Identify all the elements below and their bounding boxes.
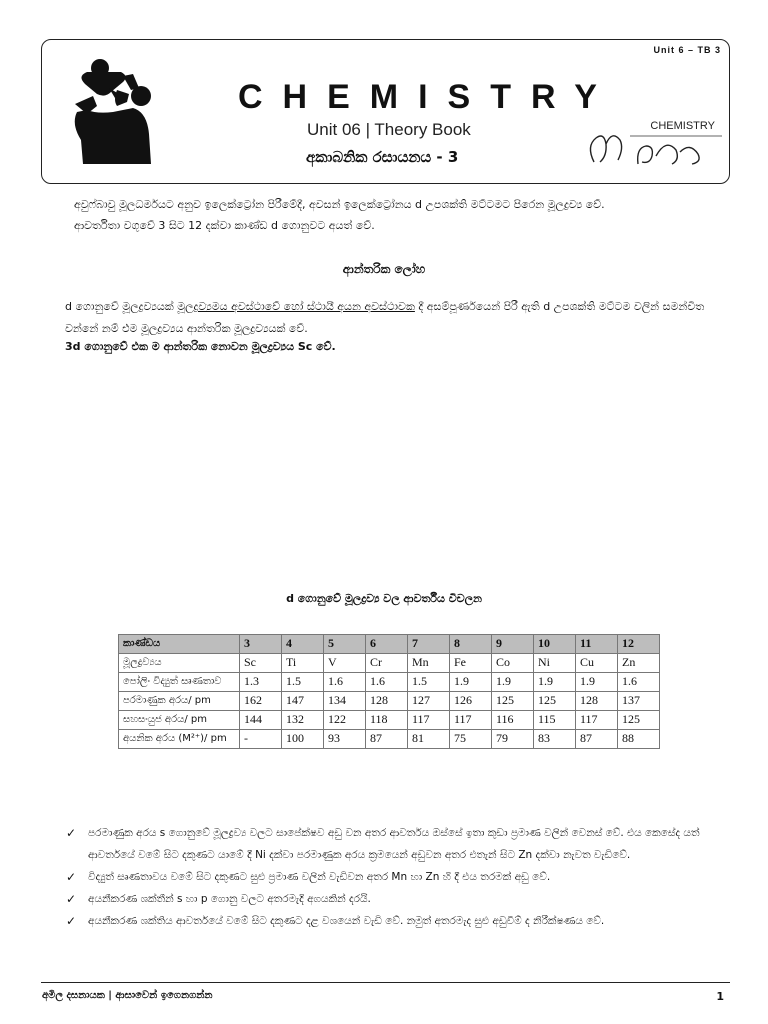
table-cell: 5: [324, 635, 366, 654]
table-cell: 1.3: [240, 673, 282, 692]
table-cell: 81: [408, 730, 450, 749]
table-cell: 115: [534, 711, 576, 730]
table-cell: Fe: [450, 654, 492, 673]
table-cell: Ni: [534, 654, 576, 673]
table-cell: 93: [324, 730, 366, 749]
table-cell: 7: [408, 635, 450, 654]
table-cell: 117: [576, 711, 618, 730]
table-cell: 75: [450, 730, 492, 749]
checkmark-icon: ✓: [66, 914, 77, 928]
table-cell: 134: [324, 692, 366, 711]
page-number: 1: [716, 990, 724, 1003]
bullet-text: විද්‍යුත් සෘණතාවය වමේ සිට දකුණට සුළු ප්‍රමාණ වලින් වැඩිවන අතර Mn හා Zn හි දී එය තරමක් අඩු වේ.: [88, 871, 551, 883]
table-cell: 1.5: [282, 673, 324, 692]
table-cell: 87: [366, 730, 408, 749]
table-heading: d ගොනුවේ මූලද්‍රව්‍ය වල ආවර්තීය විචලන: [286, 592, 482, 605]
table-cell: Co: [492, 654, 534, 673]
unit-tag: Unit 6 – TB 3: [653, 45, 721, 55]
table-cell: 4: [282, 635, 324, 654]
table-cell: 1.6: [618, 673, 660, 692]
row-label: පරමාණුක අරය/ pm: [119, 692, 240, 711]
footer-author: අමිල දසනායක | ආසාවෙන් ඉගෙනගන්න: [42, 990, 213, 1001]
table-cell: Cu: [576, 654, 618, 673]
parent-child-silhouette-icon: [57, 54, 157, 166]
table-row: [119, 654, 660, 673]
table-cell: 10: [534, 635, 576, 654]
document-title: CHEMISTRY: [238, 78, 617, 116]
periodic-variation-table: [118, 634, 660, 749]
table-cell: 1.9: [450, 673, 492, 692]
header-box: [41, 39, 730, 184]
table-cell: 116: [492, 711, 534, 730]
table-cell: 126: [450, 692, 492, 711]
table-cell: 1.9: [492, 673, 534, 692]
bullet-text: අයනීකරණ ශක්තීන් s හා p ගොනු වලට අතරමැදි අගයකින් දරයි.: [88, 893, 371, 905]
intro-line-1: අවුෆ්බාවු මූලධර්මයට අනුව ඉලෙක්ට්‍රෝන පිරීමේදී, අවසන් ඉලෙක්ට්‍රෝනය d උපශක්ති මට්ටමට පිරෙන මූලද්‍රව්‍ය වේ.: [74, 198, 605, 211]
list-item: [66, 888, 726, 910]
table-cell: 125: [618, 711, 660, 730]
table-cell: 117: [408, 711, 450, 730]
definition-paragraph: [65, 296, 725, 340]
table-cell: 12: [618, 635, 660, 654]
list-item: [66, 910, 726, 932]
table-cell: 127: [408, 692, 450, 711]
row-label: සහසංයුජ අරය/ pm: [119, 711, 240, 730]
table-row: [119, 711, 660, 730]
table-cell: 125: [492, 692, 534, 711]
table-cell: 122: [324, 711, 366, 730]
checkmark-icon: ✓: [66, 892, 77, 906]
table-cell: 1.9: [534, 673, 576, 692]
bullet-text: පරමාණුක අරය s ගොනුවේ මූලද්‍රව්‍ය වලට සාපේක්ෂව අඩු වන අතර ආවර්තය ඔස්සේ ඉතා කුඩා ප්‍රමාණ වලින් වෙනස් වේ. එය කෙසේද යත් ආවර්තයේ වමේ සිට දකුණට යාමේ දී Ni දක්වා පරමාණුක අරය ක්‍රමයෙන් අඩුවන අතර එතැන් සිට Zn දක්වා නැවත වැඩිවේ.: [88, 827, 700, 861]
table-cell: 132: [282, 711, 324, 730]
table-cell: 125: [534, 692, 576, 711]
observations-list: [66, 822, 726, 932]
row-label: අයනික අරය (M²⁺)/ pm: [119, 730, 240, 749]
sc-statement: 3d ගොනුවේ එක ම ආන්තරික නොවන මූලද්‍රව්‍යය Sc වේ.: [65, 340, 336, 353]
checkmark-icon: ✓: [66, 826, 77, 840]
row-label: මූලද්‍රව්‍යය: [119, 654, 240, 673]
table-cell: Zn: [618, 654, 660, 673]
list-item: [66, 866, 726, 888]
para-part-1: d ගොනුවේ මූලද්‍රව්‍යයක්: [65, 300, 178, 313]
table-cell: 100: [282, 730, 324, 749]
topic-title: අකාබනික රසායනය - 3: [306, 148, 459, 166]
table-row: [119, 730, 660, 749]
section-heading: ආන්තරික ලෝහ: [342, 262, 426, 276]
logo-label: CHEMISTRY: [650, 120, 715, 132]
intro-line-2: ආවර්තිතා වගුවේ 3 සිට 12 දක්වා කාණ්ඩ d ගොනුවට අයත් වේ.: [74, 219, 375, 232]
table-cell: 128: [576, 692, 618, 711]
row-label: කාණ්ඩය: [119, 635, 240, 654]
table-cell: 1.6: [324, 673, 366, 692]
para-underlined: මූලද්‍රව්‍යමය අවස්ථාවේ හෝ ස්ථායී අයන අවස්ථාවක: [177, 300, 415, 313]
table-cell: V: [324, 654, 366, 673]
unit-subtitle: Unit 06 | Theory Book: [307, 120, 471, 139]
author-logo: [580, 112, 725, 172]
table-cell: 118: [366, 711, 408, 730]
table-cell: 162: [240, 692, 282, 711]
table-cell: 137: [618, 692, 660, 711]
table-cell: 88: [618, 730, 660, 749]
table-row: [119, 635, 660, 654]
table-cell: 87: [576, 730, 618, 749]
table-cell: 3: [240, 635, 282, 654]
table-cell: 144: [240, 711, 282, 730]
table-cell: 83: [534, 730, 576, 749]
table-cell: 6: [366, 635, 408, 654]
table-cell: Cr: [366, 654, 408, 673]
table-cell: Mn: [408, 654, 450, 673]
table-cell: 128: [366, 692, 408, 711]
checkmark-icon: ✓: [66, 870, 77, 884]
table-cell: 8: [450, 635, 492, 654]
table-cell: 1.9: [576, 673, 618, 692]
list-item: [66, 822, 726, 866]
table-cell: -: [240, 730, 282, 749]
table-cell: 1.6: [366, 673, 408, 692]
table-row: [119, 673, 660, 692]
para-part-2: දී අසම්පූර්ණයෙන් පිරී ඇති d උපශක්ති මට්ටම වලින් සමන්විත වන්නේ නම් එම මූලද්‍රව්‍යය ආන්තරික මූලද්‍රව්‍යයක් වේ.: [65, 300, 705, 335]
table-cell: Sc: [240, 654, 282, 673]
bullet-text: අයනීකරණ ශක්තිය ආවර්තයේ වමේ සිට දකුණට දළ වශයෙන් වැඩි වේ. නමුත් අතරමැද සුළු අඩුවීම් ද නිරීක්ෂණය වේ.: [88, 915, 605, 927]
table-cell: 1.5: [408, 673, 450, 692]
table-cell: 11: [576, 635, 618, 654]
table-cell: 9: [492, 635, 534, 654]
table-cell: 117: [450, 711, 492, 730]
table-cell: 147: [282, 692, 324, 711]
table-row: [119, 692, 660, 711]
table-cell: 79: [492, 730, 534, 749]
footer-divider: [41, 982, 730, 983]
table-cell: Ti: [282, 654, 324, 673]
row-label: පෝලිං විද්‍යුත් සෘණතාව: [119, 673, 240, 692]
